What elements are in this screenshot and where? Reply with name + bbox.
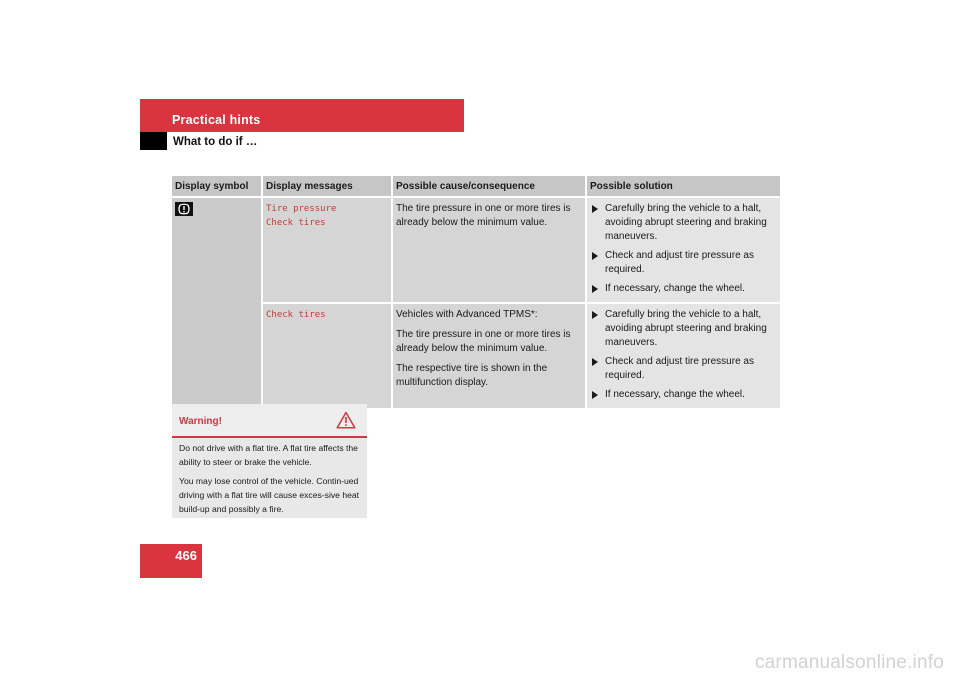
solution-cell [586,303,780,408]
section-title: Practical hints [172,113,261,127]
warning-label: Warning! [179,416,222,427]
arrow-right-icon [592,391,598,399]
display-symbol-cell [172,197,262,408]
table-row [172,303,780,408]
cause-cell [392,303,586,408]
cause-text: The tire pressure in one or more tires is already below the minimum value. [396,203,571,228]
list-item: If necessary, change the wheel. [590,282,777,296]
arrow-right-icon [592,205,598,213]
table-header-row [172,176,780,197]
arrow-right-icon [592,358,598,366]
warning-body [179,441,363,521]
cause-cell [392,197,586,303]
column-header: Display messages [262,176,392,197]
display-message-cell [262,197,392,303]
solution-list [590,308,777,402]
column-header: Possible solution [586,176,780,197]
cause-text: The tire pressure in one or more tires is already below the minimum value. [396,329,571,354]
display-message: Check tires [266,218,326,228]
list-item: If necessary, change the wheel. [590,388,777,402]
solution-list [590,202,777,296]
arrow-right-icon [592,311,598,319]
page-number-box [140,544,202,578]
watermark: carmanualsonline.info [754,652,944,673]
solution-cell [586,197,780,303]
list-item: Carefully bring the vehicle to a halt, avoiding abrupt steering and braking maneuvers. [590,202,777,244]
table-row [172,197,780,303]
column-header: Possible cause/consequence [392,176,586,197]
warning-header [172,404,367,438]
column-header: Display symbol [172,176,262,197]
list-item: Check and adjust tire pressure as required. [590,249,777,277]
warning-paragraph: Do not drive with a flat tire. A flat tire affects the ability to steer or brake the vehicle. [179,443,358,467]
arrow-right-icon [592,252,598,260]
warning-paragraph: You may lose control of the vehicle. Contin-ued driving with a flat tire will cause exces-sive heat build-up and possibly a fire. [179,476,360,514]
hints-table [172,176,780,408]
list-item: Carefully bring the vehicle to a halt, avoiding abrupt steering and braking maneuvers. [590,308,777,350]
subsection-title: What to do if … [173,136,258,148]
tire-pressure-warning-icon [175,202,193,216]
warning-box [172,404,367,518]
display-message: Check tires [266,310,326,320]
cause-text: Vehicles with Advanced TPMS*: [396,309,538,320]
page-number: 466 [175,548,197,563]
display-message-cell [262,303,392,408]
warning-triangle-icon [336,411,356,429]
arrow-right-icon [592,285,598,293]
list-item: Check and adjust tire pressure as required. [590,355,777,383]
display-message: Tire pressure [266,204,337,214]
cause-text: The respective tire is shown in the multifunction display. [396,363,548,388]
black-tab [140,132,167,150]
